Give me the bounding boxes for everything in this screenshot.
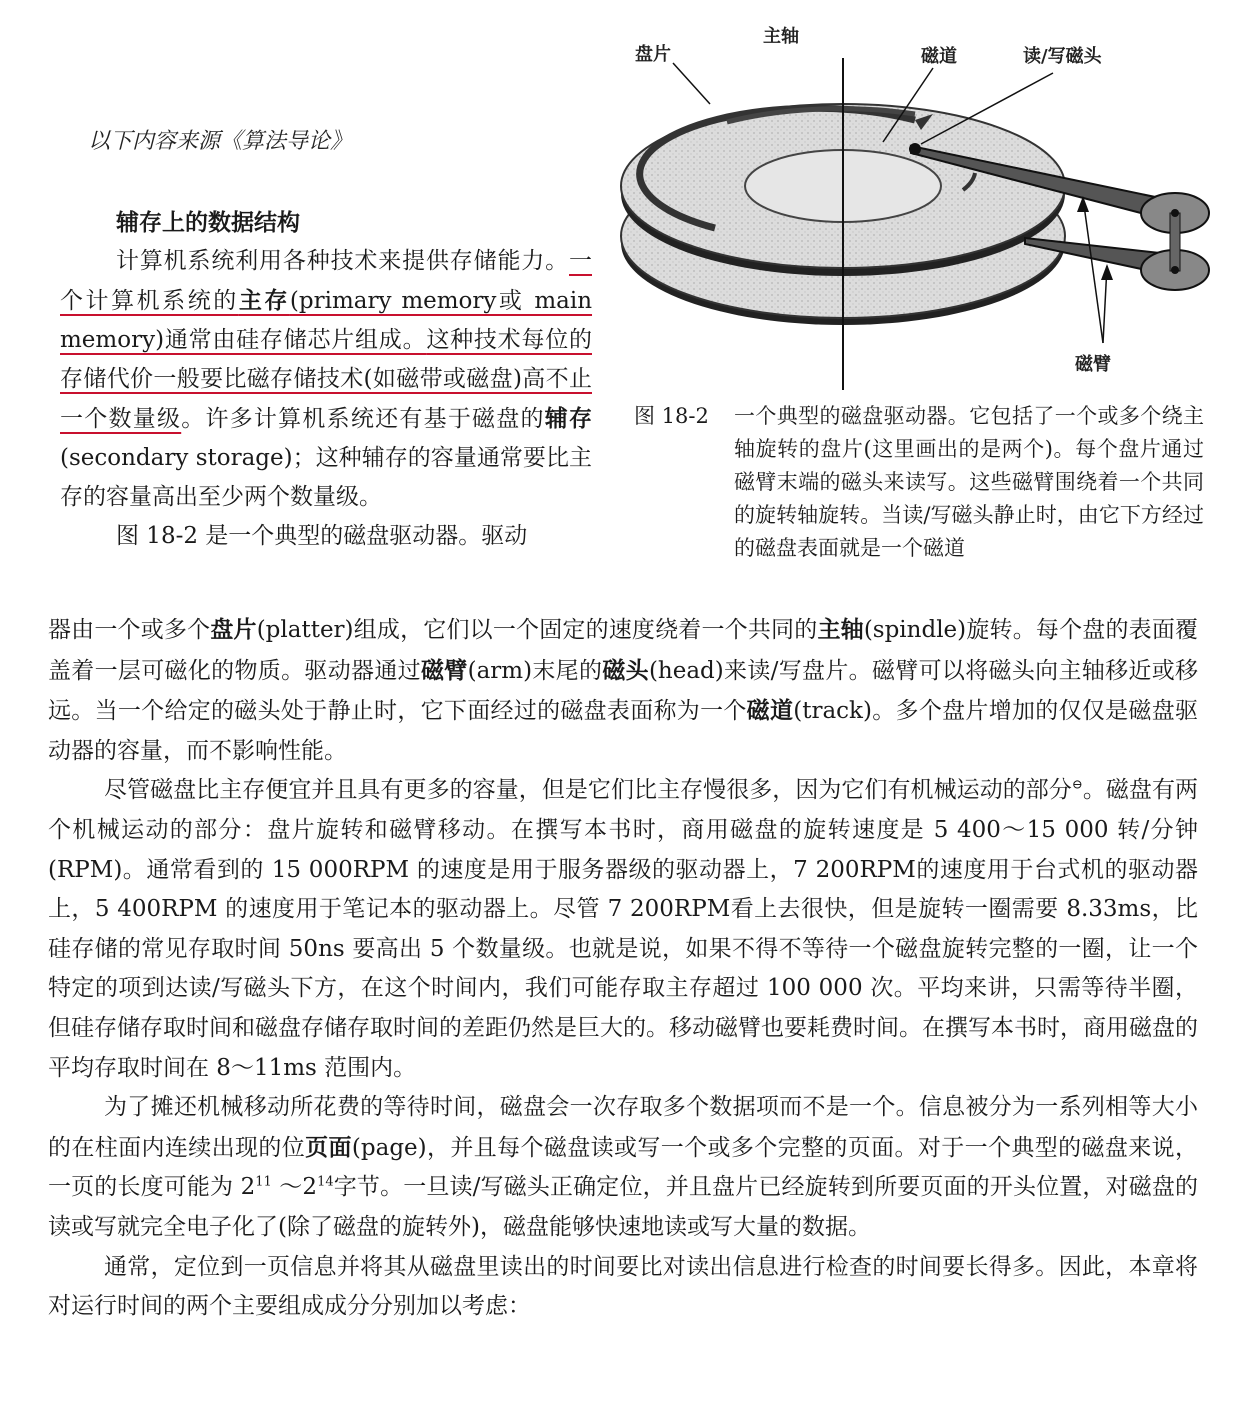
source-note: 以下内容来源《算法导论》 <box>88 129 353 154</box>
intro-paragraph-1: 计算机系统利用各种技术来提供存储能力。一个计算机系统的主存(primary memory或 main memory)通常由硅存储芯片组成。这种技术每位的存储代价一般要比磁存储技术(如磁带或磁盘)高不止一个数量级。许多计算机系统还有基于磁盘的辅存(secondary storage)；这种辅存的容量通常要比主存的容量高出至少两个数量级。 <box>60 248 593 510</box>
section-heading: 辅存上的数据结构 <box>116 209 300 236</box>
body-paragraph-2: 器由一个或多个盘片(platter)组成，它们以一个固定的速度绕着一个共同的主轴(spindle)旋转。每个盘的表面覆盖着一层可磁化的物质。驱动器通过磁臂(arm)末尾的磁头(head)来读/写盘片。磁臂可以将磁头向主轴移近或移远。当一个给定的磁头处于静止时，它下面经过的磁盘表面称为一个磁道(track)。多个盘片增加的仅仅是磁盘驱动器的容量，而不影响性能。 <box>48 616 1199 764</box>
figure-caption-text: 一个典型的磁盘驱动器。它包括了一个或多个绕主轴旋转的盘片(这里画出的是两个)。每个盘片通过磁臂末端的磁头来读写。这些磁臂围绕着一个共同的旋转轴旋转。当读/写磁头静止时，由它下方经过的磁盘表面就是一个磁道 <box>734 404 1204 560</box>
body-paragraph-4: 为了摊还机械移动所花费的等待时间，磁盘会一次存取多个数据项而不是一个。信息被分为一系列相等大小的在柱面内连续出现的位页面(page)，并且每个磁盘读或写一个或多个完整的页面。对于一个典型的磁盘来说，一页的长度可能为 $2^{11}$ $\sim 2^{14}$字节。一旦读/写磁头正确定位，并且盘片已经旋转到所要页面的开头位置，对磁盘的读或写就完全电子化了(除了磁盘的旋转外)，磁盘能够快速地读或写大量的数据。 <box>48 1094 1199 1240</box>
label-arm: 磁臂 <box>1075 354 1111 375</box>
footnote-marker: ⊖ <box>1071 777 1083 793</box>
label-platter: 盘片 <box>635 44 671 65</box>
disk-drive-figure <box>615 18 1215 398</box>
body-paragraph-3: 尽管磁盘比主存便宜并且具有更多的容量，但是它们比主存慢很多，因为它们有机械运动的部分⊖。磁盘有两个机械运动的部分：盘片旋转和磁臂移动。在撰写本书时，商用磁盘的旋转速度是 5 400～15 000 转/分钟(RPM)。通常看到的 15 000RPM 的速度是用于服务器级的驱动器上，7 200RPM的速度用于台式机的驱动器上，5 400RPM 的速度用于笔记本的驱动器上。尽管 7 200RPM看上去很快，但是旋转一圈需要 8.33ms，比硅存储的常见存取时间 50ns 要高出 5 个数量级。也就是说，如果不得不等待一个磁盘旋转完整的一圈，让一个特定的项到达读/写磁头下方，在这个时间内，我们可能存取主存超过 100 000 次。平均来讲，只需等待半圈，但硅存储存取时间和磁盘存储存取时间的差距仍然是巨大的。移动磁臂也要耗费时间。在撰写本书时，商用磁盘的平均存取时间在 8～11ms 范围内。 <box>48 777 1199 1081</box>
label-spindle: 主轴 <box>763 26 799 47</box>
body-paragraph-5: 通常，定位到一页信息并将其从磁盘里读出的时间要比对读出信息进行检查的时间要长得多。因此，本章将对运行时间的两个主要组成成分分别加以考虑： <box>48 1253 1198 1320</box>
underlined-main-memory: 一个计算机系统的主存(primary memory或 main memory)通常由硅存储芯片组成。 <box>60 248 593 353</box>
label-track: 磁道 <box>921 46 957 67</box>
main-body <box>48 610 1198 1327</box>
intro-column <box>60 203 592 556</box>
intro-paragraph-2: 图 18-2 是一个典型的磁盘驱动器。驱动 <box>116 523 528 549</box>
figure-caption <box>634 400 1204 565</box>
underlined-cost-note: 这种技术每位的存储代价一般要比磁存储技术(如磁带或磁盘)高不止一个数量级 <box>60 327 592 432</box>
label-head: 读/写磁头 <box>1023 46 1102 67</box>
figure-number: 图 18-2 <box>634 404 709 428</box>
